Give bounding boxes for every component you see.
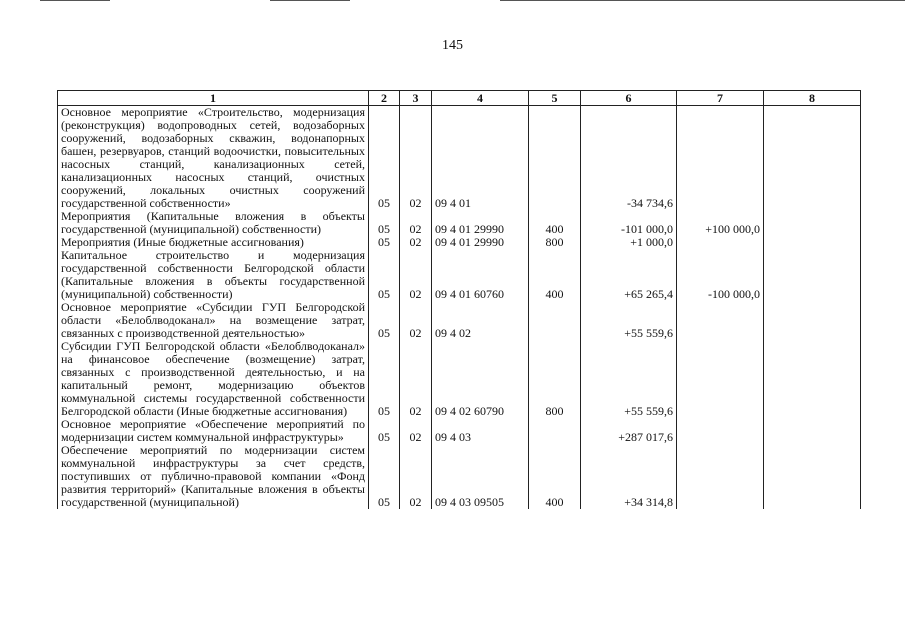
row-expense-type: 400 xyxy=(529,444,581,509)
row-amount-8 xyxy=(764,340,861,418)
row-section: 05 xyxy=(369,418,400,444)
table-row xyxy=(58,418,861,444)
row-subsection: 02 xyxy=(400,444,432,509)
header-row xyxy=(58,91,861,106)
row-subsection: 02 xyxy=(400,301,432,340)
row-amount-8 xyxy=(764,210,861,236)
row-expense-type xyxy=(529,418,581,444)
col-header-3: 3 xyxy=(400,91,432,106)
row-description: Мероприятия (Капитальные вложения в объекты государственной (муниципальной) собственности) xyxy=(58,210,369,236)
row-section: 05 xyxy=(369,210,400,236)
row-description: Мероприятия (Иные бюджетные ассигнования) xyxy=(58,236,369,249)
row-target-code: 09 4 03 xyxy=(432,418,529,444)
row-amount-6: +287 017,6 xyxy=(581,418,677,444)
row-target-code: 09 4 01 29990 xyxy=(432,236,529,249)
row-subsection: 02 xyxy=(400,106,432,211)
row-amount-7 xyxy=(677,236,764,249)
row-amount-6: +34 314,8 xyxy=(581,444,677,509)
row-amount-7 xyxy=(677,444,764,509)
row-description: Основное мероприятие «Субсидии ГУП Белгородской области «Белоблводоканал» на возмещение затрат, связанных с производственной деятельностью» xyxy=(58,301,369,340)
row-description: Капитальное строительство и модернизация государственной собственности Белгородской области (Капитальные вложения в объекты государственной (муниципальной) собственности) xyxy=(58,249,369,301)
row-subsection: 02 xyxy=(400,236,432,249)
row-section: 05 xyxy=(369,106,400,211)
row-description: Субсидии ГУП Белгородской области «Белоблводоканал» на финансовое обеспечение (возмещение) затрат, связанных с производственной деятельностью, и на капитальный ремонт, модернизацию объектов коммунальной системы государственной собственности Белгородской области (Иные бюджетные ассигнования) xyxy=(58,340,369,418)
row-section: 05 xyxy=(369,301,400,340)
table-row xyxy=(58,444,861,509)
table-row xyxy=(58,340,861,418)
table-row xyxy=(58,210,861,236)
col-header-5: 5 xyxy=(529,91,581,106)
col-header-6: 6 xyxy=(581,91,677,106)
row-amount-6: +65 265,4 xyxy=(581,249,677,301)
row-amount-7: +100 000,0 xyxy=(677,210,764,236)
row-subsection: 02 xyxy=(400,418,432,444)
row-amount-6: +1 000,0 xyxy=(581,236,677,249)
row-section: 05 xyxy=(369,249,400,301)
row-target-code: 09 4 03 09505 xyxy=(432,444,529,509)
row-subsection: 02 xyxy=(400,210,432,236)
row-target-code: 09 4 01 xyxy=(432,106,529,211)
col-header-1: 1 xyxy=(58,91,369,106)
top-edge-line-left xyxy=(40,0,110,1)
row-expense-type: 400 xyxy=(529,210,581,236)
row-amount-8 xyxy=(764,444,861,509)
row-expense-type xyxy=(529,106,581,211)
row-description: Обеспечение мероприятий по модернизации систем коммунальной инфраструктуры за счет средств, поступивших от публично-правовой компании «Фонд развития территорий» (Капитальные вложения в объекты государственной (муниципальной) xyxy=(58,444,369,509)
row-amount-8 xyxy=(764,106,861,211)
col-header-2: 2 xyxy=(369,91,400,106)
row-amount-8 xyxy=(764,249,861,301)
row-amount-6: -34 734,6 xyxy=(581,106,677,211)
row-target-code: 09 4 01 60760 xyxy=(432,249,529,301)
table-row xyxy=(58,106,861,211)
row-amount-7 xyxy=(677,340,764,418)
row-section: 05 xyxy=(369,340,400,418)
row-description: Основное мероприятие «Обеспечение мероприятий по модернизации систем коммунальной инфраструктуры» xyxy=(58,418,369,444)
row-section: 05 xyxy=(369,236,400,249)
row-amount-8 xyxy=(764,301,861,340)
row-amount-7 xyxy=(677,418,764,444)
row-amount-6: -101 000,0 xyxy=(581,210,677,236)
col-header-8: 8 xyxy=(764,91,861,106)
row-amount-8 xyxy=(764,236,861,249)
budget-table xyxy=(57,90,861,509)
top-edge-line-right xyxy=(500,0,905,1)
row-description: Основное мероприятие «Строительство, модернизация (реконструкция) водопроводных сетей, водозаборных сооружений, водозаборных скважин, водонапорных башен, резервуаров, станций водоочистки, повысительных насосных станций, канализационных сетей, канализационных насосных станций, очистных сооружений, локальных очистных сооружений государственной собственности» xyxy=(58,106,369,211)
row-section: 05 xyxy=(369,444,400,509)
row-subsection: 02 xyxy=(400,249,432,301)
row-amount-8 xyxy=(764,418,861,444)
row-expense-type: 800 xyxy=(529,340,581,418)
col-header-4: 4 xyxy=(432,91,529,106)
table-row xyxy=(58,249,861,301)
row-expense-type: 800 xyxy=(529,236,581,249)
table-row xyxy=(58,301,861,340)
row-amount-7: -100 000,0 xyxy=(677,249,764,301)
row-target-code: 09 4 02 xyxy=(432,301,529,340)
row-amount-6: +55 559,6 xyxy=(581,340,677,418)
page-number: 145 xyxy=(442,38,463,53)
row-amount-7 xyxy=(677,106,764,211)
row-target-code: 09 4 02 60790 xyxy=(432,340,529,418)
row-expense-type xyxy=(529,301,581,340)
row-expense-type: 400 xyxy=(529,249,581,301)
row-subsection: 02 xyxy=(400,340,432,418)
row-target-code: 09 4 01 29990 xyxy=(432,210,529,236)
col-header-7: 7 xyxy=(677,91,764,106)
row-amount-7 xyxy=(677,301,764,340)
row-amount-6: +55 559,6 xyxy=(581,301,677,340)
top-edge-line-mid xyxy=(270,0,350,1)
